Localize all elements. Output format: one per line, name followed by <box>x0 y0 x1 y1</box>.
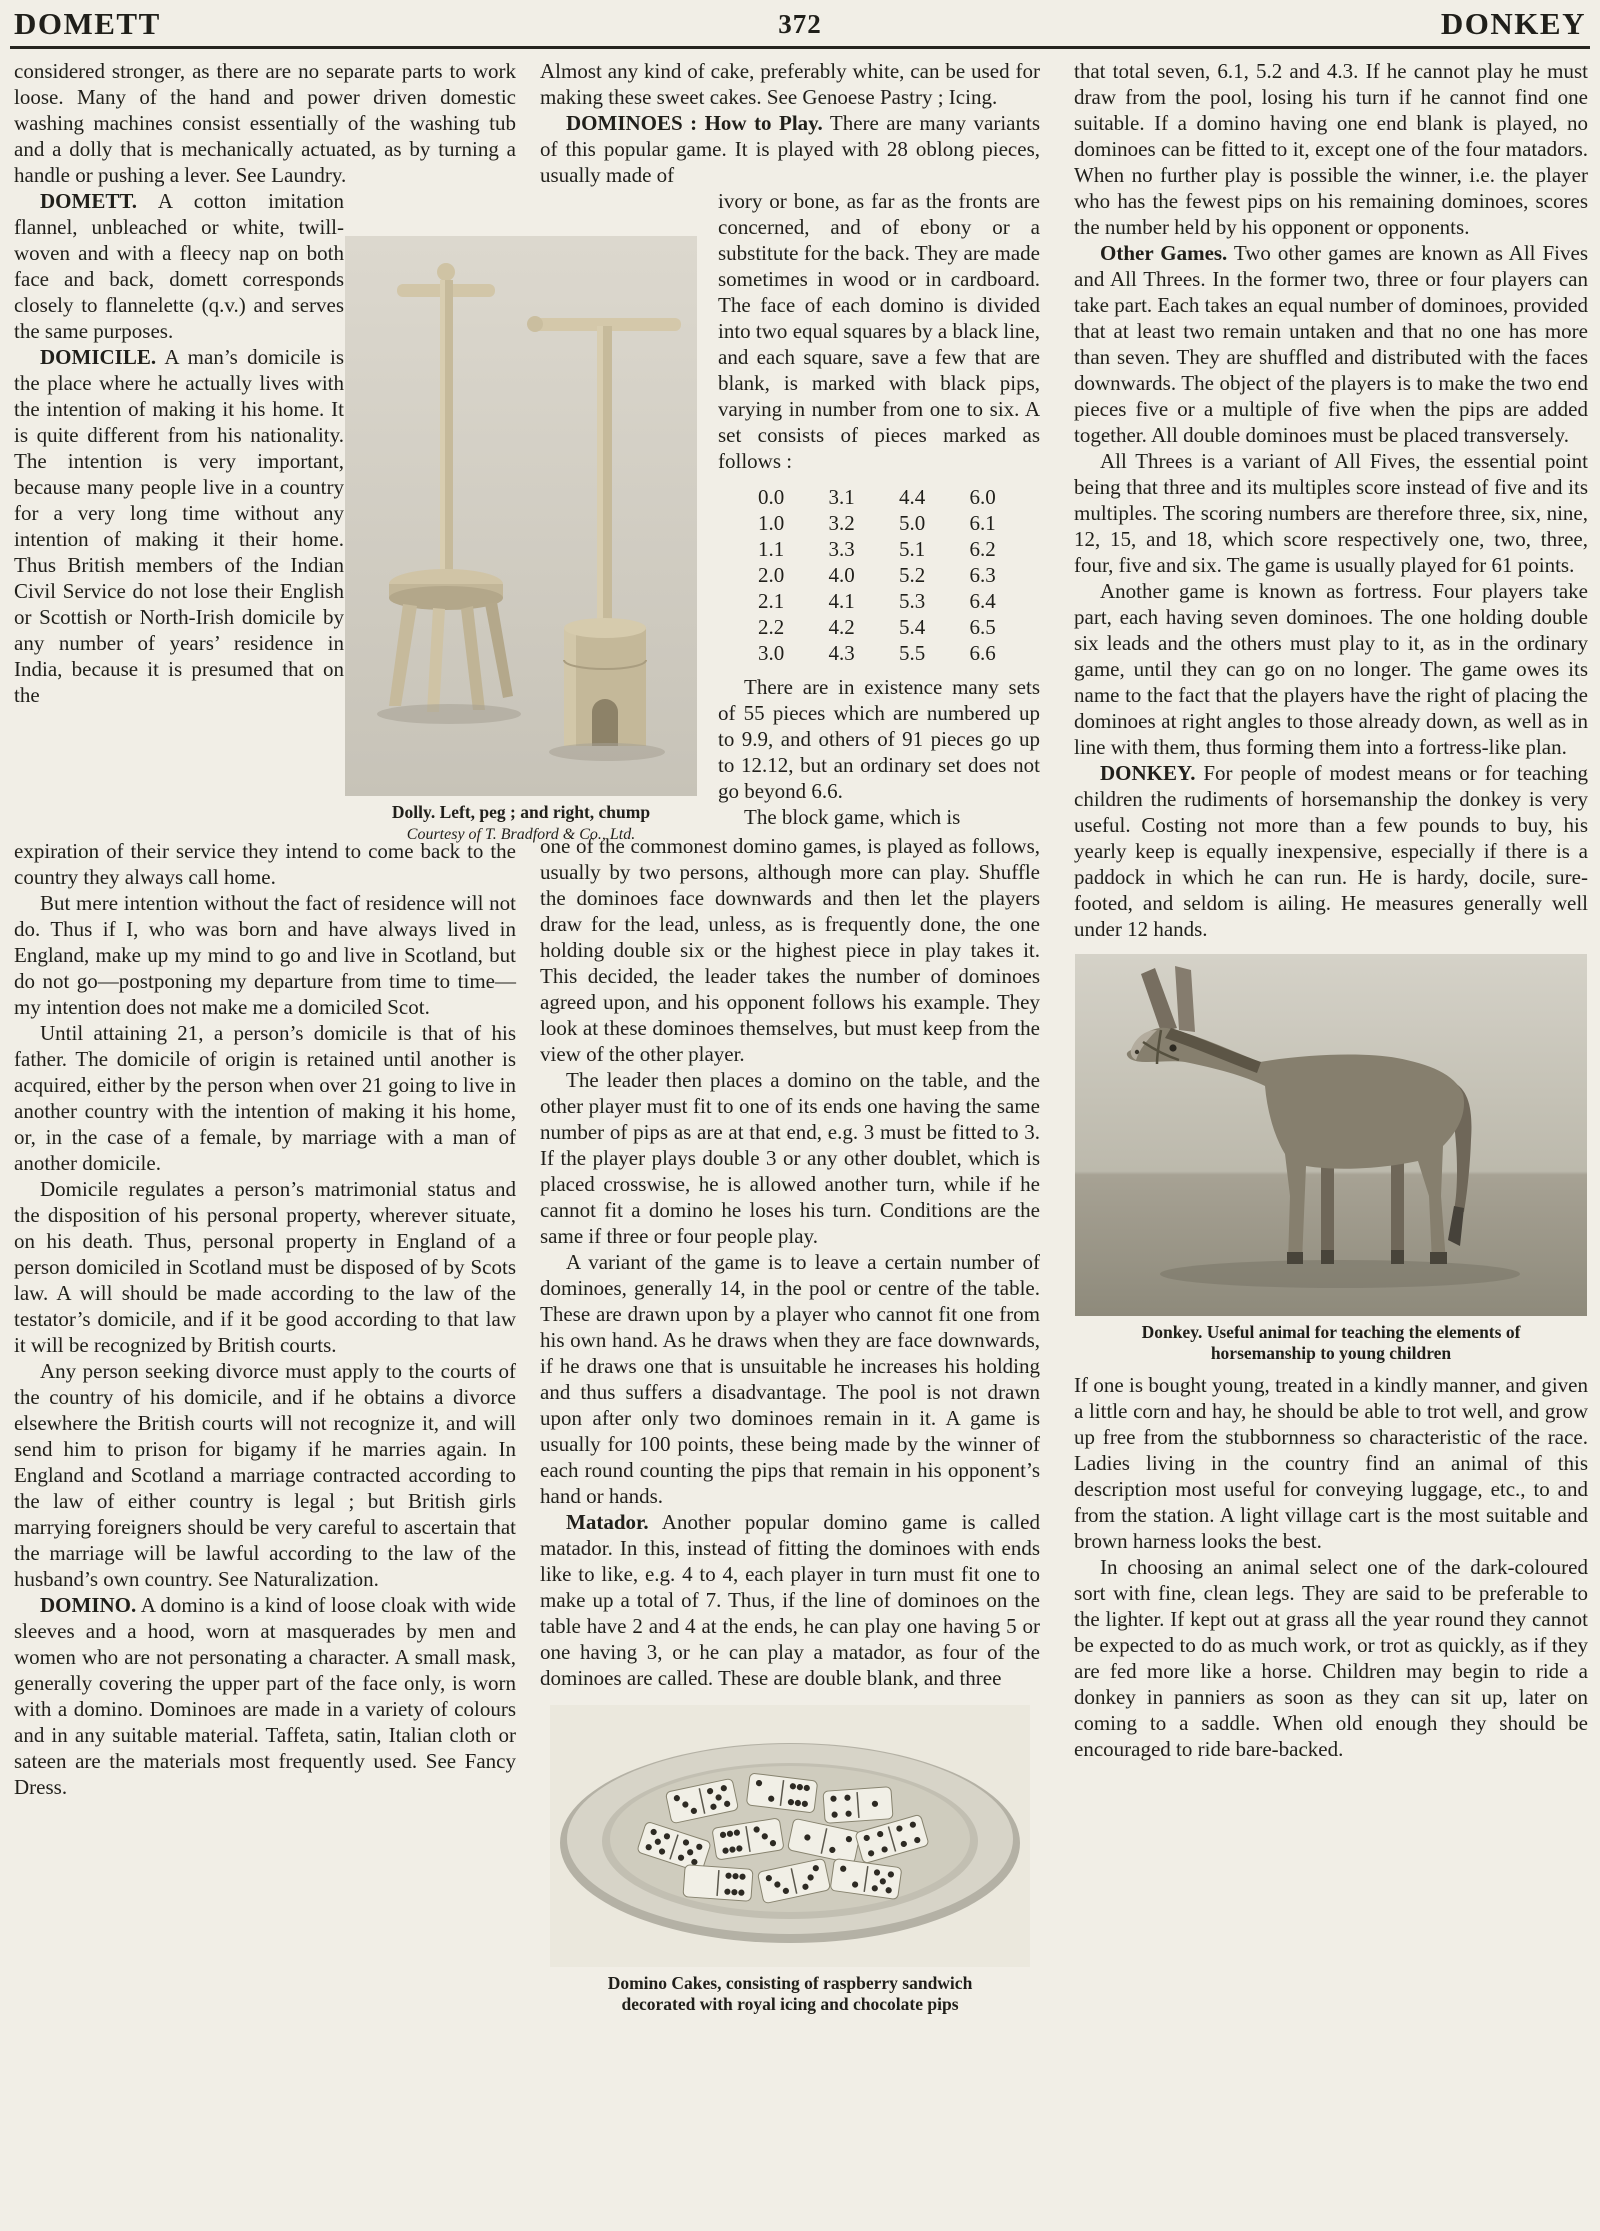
paragraph-block-game-cont: one of the commonest domino games, is played as follows, usually by two persons, although more can play. Shuffle the dominoes face downwards and then let the players draw for the lead, unless, as is frequently done, the one holding double six or the highest piece in play takes it. This decided, the leader takes the number of dominoes agreed upon, and his opponent follows his example. They look at these dominoes themselves, but must keep from the view of the other player. <box>540 834 1040 1066</box>
dolly-caption: Dolly. Left, peg ; and right, chump <box>391 802 651 822</box>
domino-cakes-photo <box>550 1705 1030 1967</box>
page-header <box>14 6 1586 44</box>
column-2 <box>540 58 1040 2015</box>
article-heading-domino: DOMINO. <box>40 1593 137 1617</box>
article-heading-domicile: DOMICILE. <box>40 345 157 369</box>
domino-set-row <box>758 510 1040 536</box>
domino-set-table <box>758 484 1040 666</box>
domino-set-cell: 5.5 <box>899 641 926 665</box>
domino-set-cell: 1.0 <box>758 511 785 535</box>
paragraph-domicile-3: Until attaining 21, a person’s domicile is that of his father. The domicile of origin is retained until another is acquired, either by the person when over 21 going to live in another country with the intention of making it his home, or, in the case of a female, by marriage with a man of another domicile. <box>14 1021 516 1175</box>
domino-set-row <box>758 562 1040 588</box>
domino-set-cell: 4.0 <box>828 563 855 587</box>
domino-set-cell: 5.3 <box>899 589 926 613</box>
article-donkey-text: For people of modest means or for teaching children the rudiments of horsemanship the donkey is very useful. Costing not more than a few pounds to buy, his yearly keep is equally inexpensive, especially if there is a paddock in which he can run. He is hardy, docile, sure-footed, and seldom is ailing. He measures generally well under 12 hands. <box>1074 761 1588 941</box>
paragraph-domicile-2: But mere intention without the fact of residence will not do. Thus if I, who was born and have always lived in England, make up my mind to go and live in Scotland, but do not go—postponing my departure from time to time—my intention does not make me a domiciled Scot. <box>14 891 516 1019</box>
domino-set-row <box>758 484 1040 510</box>
article-domett-text: A cotton imitation flannel, unbleached or white, twill-woven and with a fleecy nap on both face and back, domett corresponds closely to flannelette (q.v.) and serves the same purposes. <box>14 189 345 343</box>
donkey-figcaption <box>1074 1322 1588 1364</box>
domino-set-cell: 6.1 <box>969 511 996 535</box>
paragraph-domino-sets: There are in existence many sets of 55 pieces which are numbered up to 9.9, and others of 91 pieces go up to 12.12, but an ordinary set does not go beyond 6.6. <box>718 675 1040 803</box>
domino-set-cell: 2.1 <box>758 589 785 613</box>
column-1-wrap-block <box>14 188 344 838</box>
article-heading-dominoes: DOMINOES : How to Play. <box>566 111 823 135</box>
domino-set-cell: 2.0 <box>758 563 785 587</box>
domino-set-cell: 6.0 <box>969 485 996 509</box>
article-dominoes-text-start: There are many variants of this popular game. It is played with 28 oblong pieces, usually made of <box>540 111 1040 187</box>
article-domicile-text: A man’s domicile is the place where he actually lives with the intention of making it his home. It is quite different from his nationality. The intention is very important, because many people live in a country for a very long time without any intention of making it their home. Thus British members of the Indian Civil Service do not lose their English or Scottish or North-Irish domicile by any number of years’ residence in India, because it is presumed that on the <box>14 345 345 707</box>
article-other-games-text: Two other games are known as All Fives and All Threes. In the former two, three or four players can take part. Each takes an equal number of dominoes, provided that at least two remain untaken and that no one has more than seven. They are shuffled and distributed with the faces downwards. The object of the players is to make the two end pieces five or a multiple of five when the pips are added together. All double dominoes must be placed transversely. <box>1074 241 1588 447</box>
paragraph-domicile-5: Any person seeking divorce must apply to the courts of the country of his domicile, and if he obtains a divorce elsewhere the British courts will not recognize it, and will send him to prison for bigamy if he marries again. In England and Scotland a marriage contracted according to the law of either country is legal ; but British girls marrying foreigners should be very careful to ascertain that the marriage will be lawful according to the law of the husband’s own country. See Naturalization. <box>14 1359 516 1591</box>
paragraph-washing-machine-cont: considered stronger, as there are no separate parts to work loose. Many of the hand and power driven domestic washing machines consist essentially of the washing tub and a dolly that is mechanically actuated, as by turning a handle or pushing a lever. See Laundry. <box>14 59 516 187</box>
domino-set-cell: 3.1 <box>828 485 855 509</box>
paragraph-matador-cont: that total seven, 6.1, 5.2 and 4.3. If he cannot play he must draw from the pool, losing his turn if he cannot find one suitable. If a domino having one end blank is played, no dominoes can be fitted to it, except one of the four matadors. When no further play is possible the winner, i.e. the player who has the fewest pips on his remaining dominoes, scores the number held by his opponent or opponents. <box>1074 59 1588 239</box>
paragraph-cakes-cont: Almost any kind of cake, preferably white, can be used for making these sweet cakes. See Genoese Pastry ; Icing. <box>540 59 1040 109</box>
domino-set-cell: 4.1 <box>828 589 855 613</box>
domino-set-row <box>758 536 1040 562</box>
article-matador-text: Another popular domino game is called matador. In this, instead of fitting the dominoes with ends like to like, e.g. 4 to 4, each player in turn must fit one to make up a total of 7. Thus, if the line of dominoes on the table have 2 and 4 at the ends, he can play one having 5 or one having 3, or he can play a matador, as four of the dominoes are called. These are double blank, and three <box>540 1510 1040 1690</box>
header-left-title: DOMETT <box>14 6 161 41</box>
article-dominoes-text-wrap: ivory or bone, as far as the fronts are concerned, and of ebony or a substitute for the back. They are made sometimes in wood or in cardboard. The face of each domino is divided into two equal squares by a black line, and each square, save a few that are blank, is marked with black pips, varying in number from one to six. A set consists of pieces marked as follows : <box>718 189 1040 473</box>
article-domino-text: A domino is a kind of loose cloak with wide sleeves and a hood, worn at masquerades by men and women who are not personating a character. A small mask, generally covering the upper part of the face only, is worn with a domino. Dominoes are made in a variety of colours and in any suitable material. Taffeta, satin, Italian cloth or sateen are the materials most frequently used. See Fancy Dress. <box>14 1593 517 1799</box>
domino-set-cell: 4.4 <box>899 485 926 509</box>
domino-set-cell: 2.2 <box>758 615 785 639</box>
paragraph-domicile-4: Domicile regulates a person’s matrimonial status and the disposition of his personal property, wherever situate, on his death. Thus, personal property in England of a person domiciled in Scotland must be disposed of by Scots law. A will should be made according to the law of the testator’s domicile, and if it be good according to that law it will be recognized by British courts. <box>14 1177 516 1357</box>
paragraph-domicile-cont: expiration of their service they intend to come back to the country they always call home. <box>14 839 516 889</box>
domino-set-row <box>758 588 1040 614</box>
article-heading-domett: DOMETT. <box>40 189 138 213</box>
article-domicile <box>14 344 344 708</box>
header-rule <box>10 46 1590 49</box>
column-3 <box>1074 58 1588 1762</box>
domino-set-cell: 6.2 <box>969 537 996 561</box>
article-other-games <box>1074 240 1588 448</box>
domino-set-cell: 3.0 <box>758 641 785 665</box>
paragraph-pool-variant: A variant of the game is to leave a certain number of dominoes, generally 14, in the pool or centre of the table. These are drawn upon by a player who cannot fit one from his own hand. As he draws when they are face downwards, if he draws one that is unsuitable he increases his holding and thus suffers a disadvantage. The pool is not drawn upon after only two dominoes remain in it. A game is usually for 100 points, these being made by the winner of each round counting the pips that remain in his opponent’s hand or hands. <box>540 1250 1040 1508</box>
article-heading-donkey: DONKEY. <box>1100 761 1196 785</box>
dolly-credit: Courtesy of T. Bradford & Co., Ltd. <box>406 826 636 843</box>
article-heading-matador: Matador. <box>566 1510 649 1534</box>
domino-set-cell: 3.2 <box>828 511 855 535</box>
domino-set-cell: 3.3 <box>828 537 855 561</box>
domino-set-cell: 5.1 <box>899 537 926 561</box>
article-heading-other-games: Other Games. <box>1100 241 1228 265</box>
paragraph-block-game-start: The block game, which is <box>744 805 961 829</box>
donkey-photo <box>1075 954 1587 1316</box>
paragraph-leader: The leader then places a domino on the table, and the other player must fit to one of its ends one having the same number of pips as are at that end, e.g. 3 must be fitted to 3. If the player plays double 3 or any other doublet, which is placed crosswise, he is allowed another turn, while if he cannot fit a domino he loses his turn. Conditions are the same if three or four people play. <box>540 1068 1040 1248</box>
column-2-wrap-block <box>718 188 1040 833</box>
column-1 <box>14 58 516 1800</box>
donkey-caption: Donkey. Useful animal for teaching the elements of horsemanship to young children <box>1141 1322 1521 1363</box>
domino-set-cell: 6.5 <box>969 615 996 639</box>
domino-set-cell: 0.0 <box>758 485 785 509</box>
domino-cakes-figure <box>540 1705 1040 2015</box>
domino-set-cell: 1.1 <box>758 537 785 561</box>
domino-set-cell: 6.4 <box>969 589 996 613</box>
domino-set-cell: 5.4 <box>899 615 926 639</box>
domino-set-cell: 5.2 <box>899 563 926 587</box>
article-domino <box>14 1592 516 1800</box>
domino-set-row <box>758 640 1040 666</box>
cakes-figcaption <box>540 1973 1040 2015</box>
paragraph-donkey-3: In choosing an animal select one of the dark-coloured sort with fine, clean legs. They are said to be preferable to the lighter. If kept out at grass all the year round they cannot be expected to do as much work, or trot as quickly, as if they are fed more like a horse. Children may begin to ride a donkey in panniers as soon as they can sit up, later on coming to a saddle. When old enough they should be encouraged to ride bare-backed. <box>1074 1555 1588 1761</box>
domino-set-cell: 6.3 <box>969 563 996 587</box>
article-matador <box>540 1509 1040 1691</box>
cakes-caption: Domino Cakes, consisting of raspberry sandwich decorated with royal icing and chocolate pips <box>607 1973 973 2014</box>
paragraph-donkey-2: If one is bought young, treated in a kindly manner, and given a little corn and hay, he should be able to trot well, and grow up free from the stubbornness so characteristic of the race. Ladies living in the country find an animal of this description most useful for conveying luggage, etc., to and from the station. A light village cart is the most suitable and brown harness looks the best. <box>1074 1373 1588 1553</box>
domino-set-cell: 5.0 <box>899 511 926 535</box>
paragraph-fortress: Another game is known as fortress. Four players take part, each having seven dominoes. The one holding double six leads and the others must play to it, as in the ordinary game, until they can go on no longer. The game owes its name to the fact that the players have the right of placing the dominoes at right angles to those already down, as well as in line with them, thus forming them into a fortress-like plan. <box>1074 579 1588 759</box>
article-donkey <box>1074 760 1588 942</box>
header-right-title: DONKEY <box>1440 6 1586 41</box>
donkey-figure <box>1074 954 1588 1364</box>
domino-set-row <box>758 614 1040 640</box>
article-domett <box>14 188 344 344</box>
article-dominoes <box>540 110 1040 188</box>
paragraph-all-threes: All Threes is a variant of All Fives, the essential point being that three and its multiples score instead of five and its multiples. The scoring numbers are therefore three, six, nine, 12, 15, and 18, which score respectively one, two, three, four, five and six. The game is usually played for 61 points. <box>1074 449 1588 577</box>
domino-set-cell: 4.3 <box>828 641 855 665</box>
domino-set-cell: 6.6 <box>969 641 996 665</box>
domino-set-cell: 4.2 <box>828 615 855 639</box>
page-number: 372 <box>778 9 822 39</box>
